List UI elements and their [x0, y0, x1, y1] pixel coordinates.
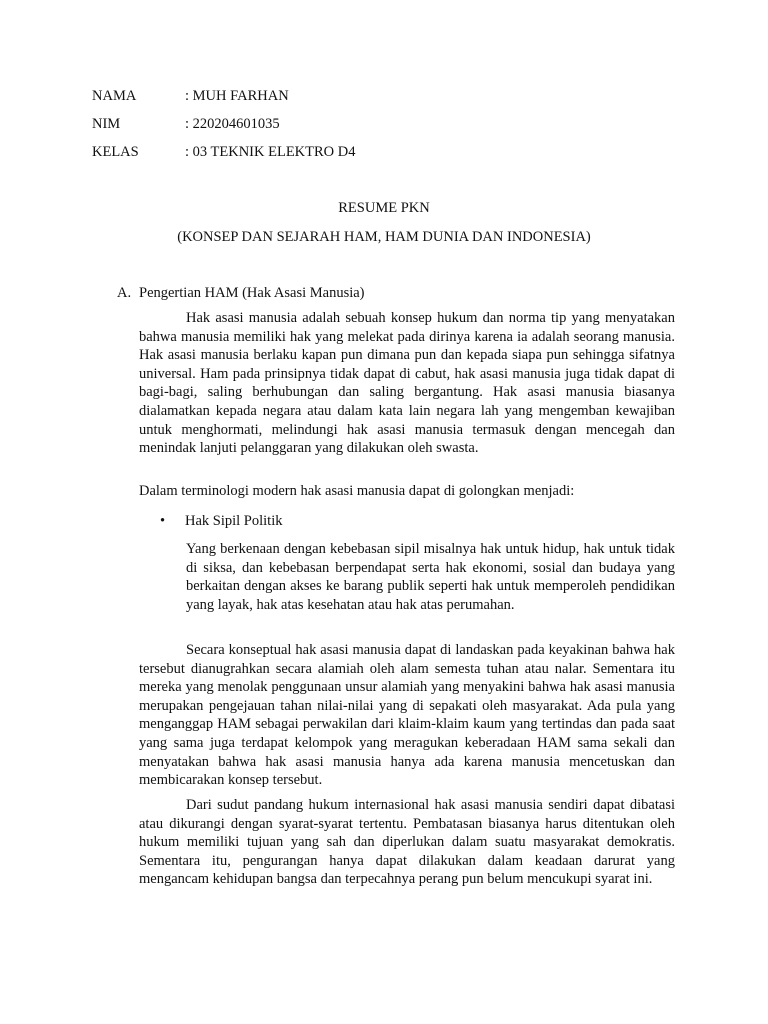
paragraph-conceptual: Secara konseptual hak asasi manusia dapat di landaskan pada keyakinan bahwa hak tersebut dianugrahkan secara alamiah oleh alam semesta tuhan atau nalar. Sementara itu mereka yang menolak penggunaan unsur alamiah yang menyakini bahwa hak asasi manusia merupakan pengejauan tahan nilai-nilai yang di sepakati oleh masyarakat. Ada pula yang menganggap HAM sebagai perwakilan dari klaim-klaim kaum yang tertindas dan pada saat yang sama juga terdapat kelompok yang meragukan keberadaan HAM sama sekali dan menyatakan bahwa hak asasi manusia hanya ada karena manusia mencetuskan dan membicarakan konsep tersebut.: [139, 642, 675, 789]
identity-value: : 220204601035: [185, 116, 280, 132]
identity-value: : 03 TEKNIK ELEKTRO D4: [185, 144, 356, 160]
identity-label: NAMA: [92, 88, 137, 104]
identity-row-nama: [92, 87, 356, 115]
section-heading: [117, 284, 365, 303]
paragraph-classification-intro: Dalam terminologi modern hak asasi manusia dapat di golongkan menjadi:: [139, 483, 575, 499]
section-title: Pengertian HAM (Hak Asasi Manusia): [139, 285, 365, 301]
document-title: RESUME PKN: [338, 200, 430, 216]
identity-value: : MUH FARHAN: [185, 88, 289, 104]
identity-label: KELAS: [92, 144, 139, 160]
bullet-icon: •: [160, 513, 166, 529]
identity-label: NIM: [92, 116, 121, 132]
bullet-label: Hak Sipil Politik: [185, 513, 283, 529]
bullet-item: [160, 512, 283, 531]
student-identity: [92, 87, 356, 171]
paragraph-international-law: Dari sudut pandang hukum internasional hak asasi manusia sendiri dapat dibatasi atau dikurangi dengan syarat-syarat tertentu. Pembatasan biasanya harus ditentukan oleh hukum memiliki tujuan yang sah dan diperlukan dalam suatu masyarakat demokratis. Sementara itu, pengurangan hanya dapat dilakukan dalam keadaan darurat yang mengancam kehidupan bangsa dan terpecahnya perang pun belum mencukupi syarat ini.: [139, 797, 675, 888]
paragraph-definition: Hak asasi manusia adalah sebuah konsep hukum dan norma tip yang menyatakan bahwa manusia memiliki hak yang melekat pada dirinya karena ia adalah seorang manusia. Hak asasi manusia berlaku kapan pun dimana pun dan kepada siapa pun sehingga sifatnya universal. Ham pada prinsipnya tidak dapat di cabut, hak asasi manusia juga tidak dapat di bagi-bagi, saling berhubungan dan saling bergantung. Hak asasi manusia biasanya dialamatkan kepada negara atau dalam kata lain negara lah yang mengemban kewajiban untuk menghormati, melindungi hak asasi manusia termasuk dengan mencegah dan menindak lanjuti pelanggaran yang dilakukan oleh swasta.: [139, 310, 675, 457]
section-letter: A.: [117, 285, 132, 301]
document-subtitle: (KONSEP DAN SEJARAH HAM, HAM DUNIA DAN INDONESIA): [177, 229, 591, 245]
identity-row-kelas: [92, 143, 356, 171]
paragraph-civil-political: Yang berkenaan dengan kebebasan sipil misalnya hak untuk hidup, hak untuk tidak di siksa, dan kebebasan berpendapat serta hak ekonomi, sosial dan budaya yang berkaitan dengan akses ke barang publik seperti hak untuk memperoleh pendidikan yang layak, hak atas kesehatan atau hak atas perumahan.: [186, 541, 675, 613]
identity-row-nim: [92, 115, 356, 143]
